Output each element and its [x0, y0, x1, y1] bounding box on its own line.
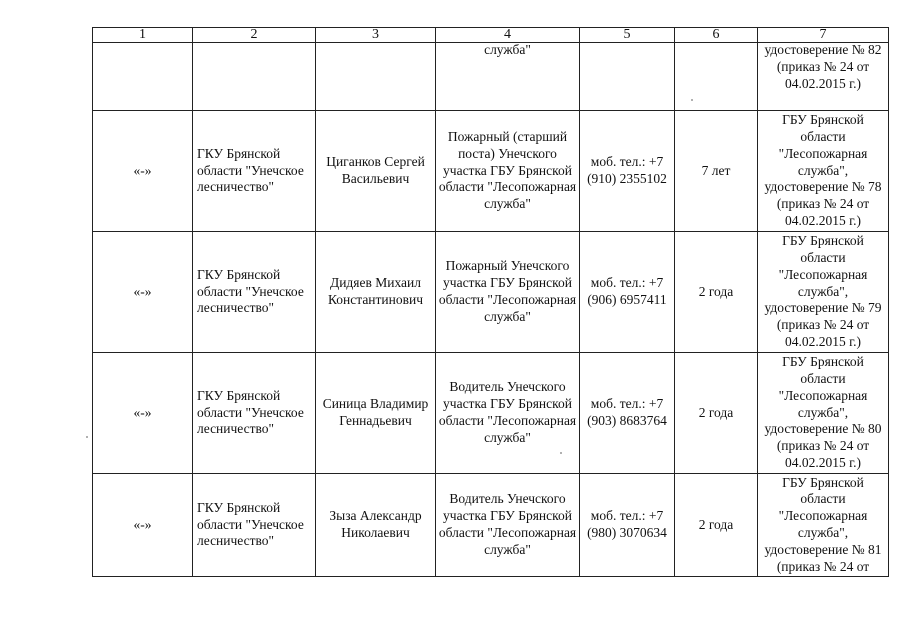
table-row — [93, 111, 889, 232]
mark-cell — [93, 43, 193, 111]
name-cell: Синица Владимир Геннадьевич — [316, 353, 436, 474]
mark-cell: «-» — [93, 474, 193, 577]
org-cell: ГКУ Брянской области "Унечское лесничество" — [193, 474, 316, 577]
name-cell — [316, 43, 436, 111]
position-cell — [436, 43, 580, 111]
table-row — [93, 474, 889, 577]
experience-cell: 2 года — [675, 474, 758, 577]
org-cell: ГКУ Брянской области "Унечское лесничество" — [193, 111, 316, 232]
org-cell — [193, 43, 316, 111]
phone-cell: моб. тел.: +7 (910) 2355102 — [580, 111, 675, 232]
mark-cell: «-» — [93, 111, 193, 232]
header-cell: 7 — [758, 28, 889, 43]
header-cell: 5 — [580, 28, 675, 43]
mark-cell: «-» — [93, 353, 193, 474]
table-row-continued — [93, 43, 889, 111]
position-cell: Пожарный (старший поста) Унечского участка ГБУ Брянской области "Лесопожарная служба" — [436, 111, 580, 232]
table-row — [93, 232, 889, 353]
org-cell: ГКУ Брянской области "Унечское лесничество" — [193, 353, 316, 474]
certificate-cell: ГБУ Брянской области "Лесопожарная служба", удостоверение № 79 (приказ № 24 от 04.02.2015 г.) — [758, 232, 889, 353]
certificate-cell: ГБУ Брянской области "Лесопожарная служба", удостоверение № 78 (приказ № 24 от 04.02.2015 г.) — [758, 111, 889, 232]
position-text: служба" — [484, 42, 531, 57]
name-cell: Дидяев Михаил Константинович — [316, 232, 436, 353]
experience-cell: 2 года — [675, 353, 758, 474]
experience-cell: 2 года — [675, 232, 758, 353]
mark-cell: «-» — [93, 232, 193, 353]
table-row — [93, 353, 889, 474]
phone-cell: моб. тел.: +7 (906) 6957411 — [580, 232, 675, 353]
org-cell: ГКУ Брянской области "Унечское лесничество" — [193, 232, 316, 353]
phone-cell: моб. тел.: +7 (980) 3070634 — [580, 474, 675, 577]
scan-speck — [560, 452, 562, 454]
header-cell: 4 — [436, 28, 580, 43]
certificate-cell: ГБУ Брянской области "Лесопожарная служба", удостоверение № 81 (приказ № 24 от — [758, 474, 889, 577]
name-cell: Зыза Александр Николаевич — [316, 474, 436, 577]
position-cell: Пожарный Унечского участка ГБУ Брянской области "Лесопожарная служба" — [436, 232, 580, 353]
position-cell: Водитель Унечского участка ГБУ Брянской области "Лесопожарная служба" — [436, 353, 580, 474]
certificate-text: удостоверение № 82 (приказ № 24 от 04.02.2015 г.) — [764, 42, 882, 91]
header-cell: 2 — [193, 28, 316, 43]
certificate-cell — [758, 43, 889, 111]
position-cell: Водитель Унечского участка ГБУ Брянской области "Лесопожарная служба" — [436, 474, 580, 577]
header-row — [93, 28, 889, 43]
phone-cell — [580, 43, 675, 111]
experience-cell: 7 лет — [675, 111, 758, 232]
phone-cell: моб. тел.: +7 (903) 8683764 — [580, 353, 675, 474]
header-cell: 1 — [93, 28, 193, 43]
personnel-table — [92, 27, 889, 577]
scan-speck — [691, 99, 693, 101]
header-cell: 3 — [316, 28, 436, 43]
scan-speck — [86, 436, 88, 438]
header-cell: 6 — [675, 28, 758, 43]
experience-cell — [675, 43, 758, 111]
certificate-cell: ГБУ Брянской области "Лесопожарная служба", удостоверение № 80 (приказ № 24 от 04.02.2015 г.) — [758, 353, 889, 474]
name-cell: Циганков Сергей Васильевич — [316, 111, 436, 232]
